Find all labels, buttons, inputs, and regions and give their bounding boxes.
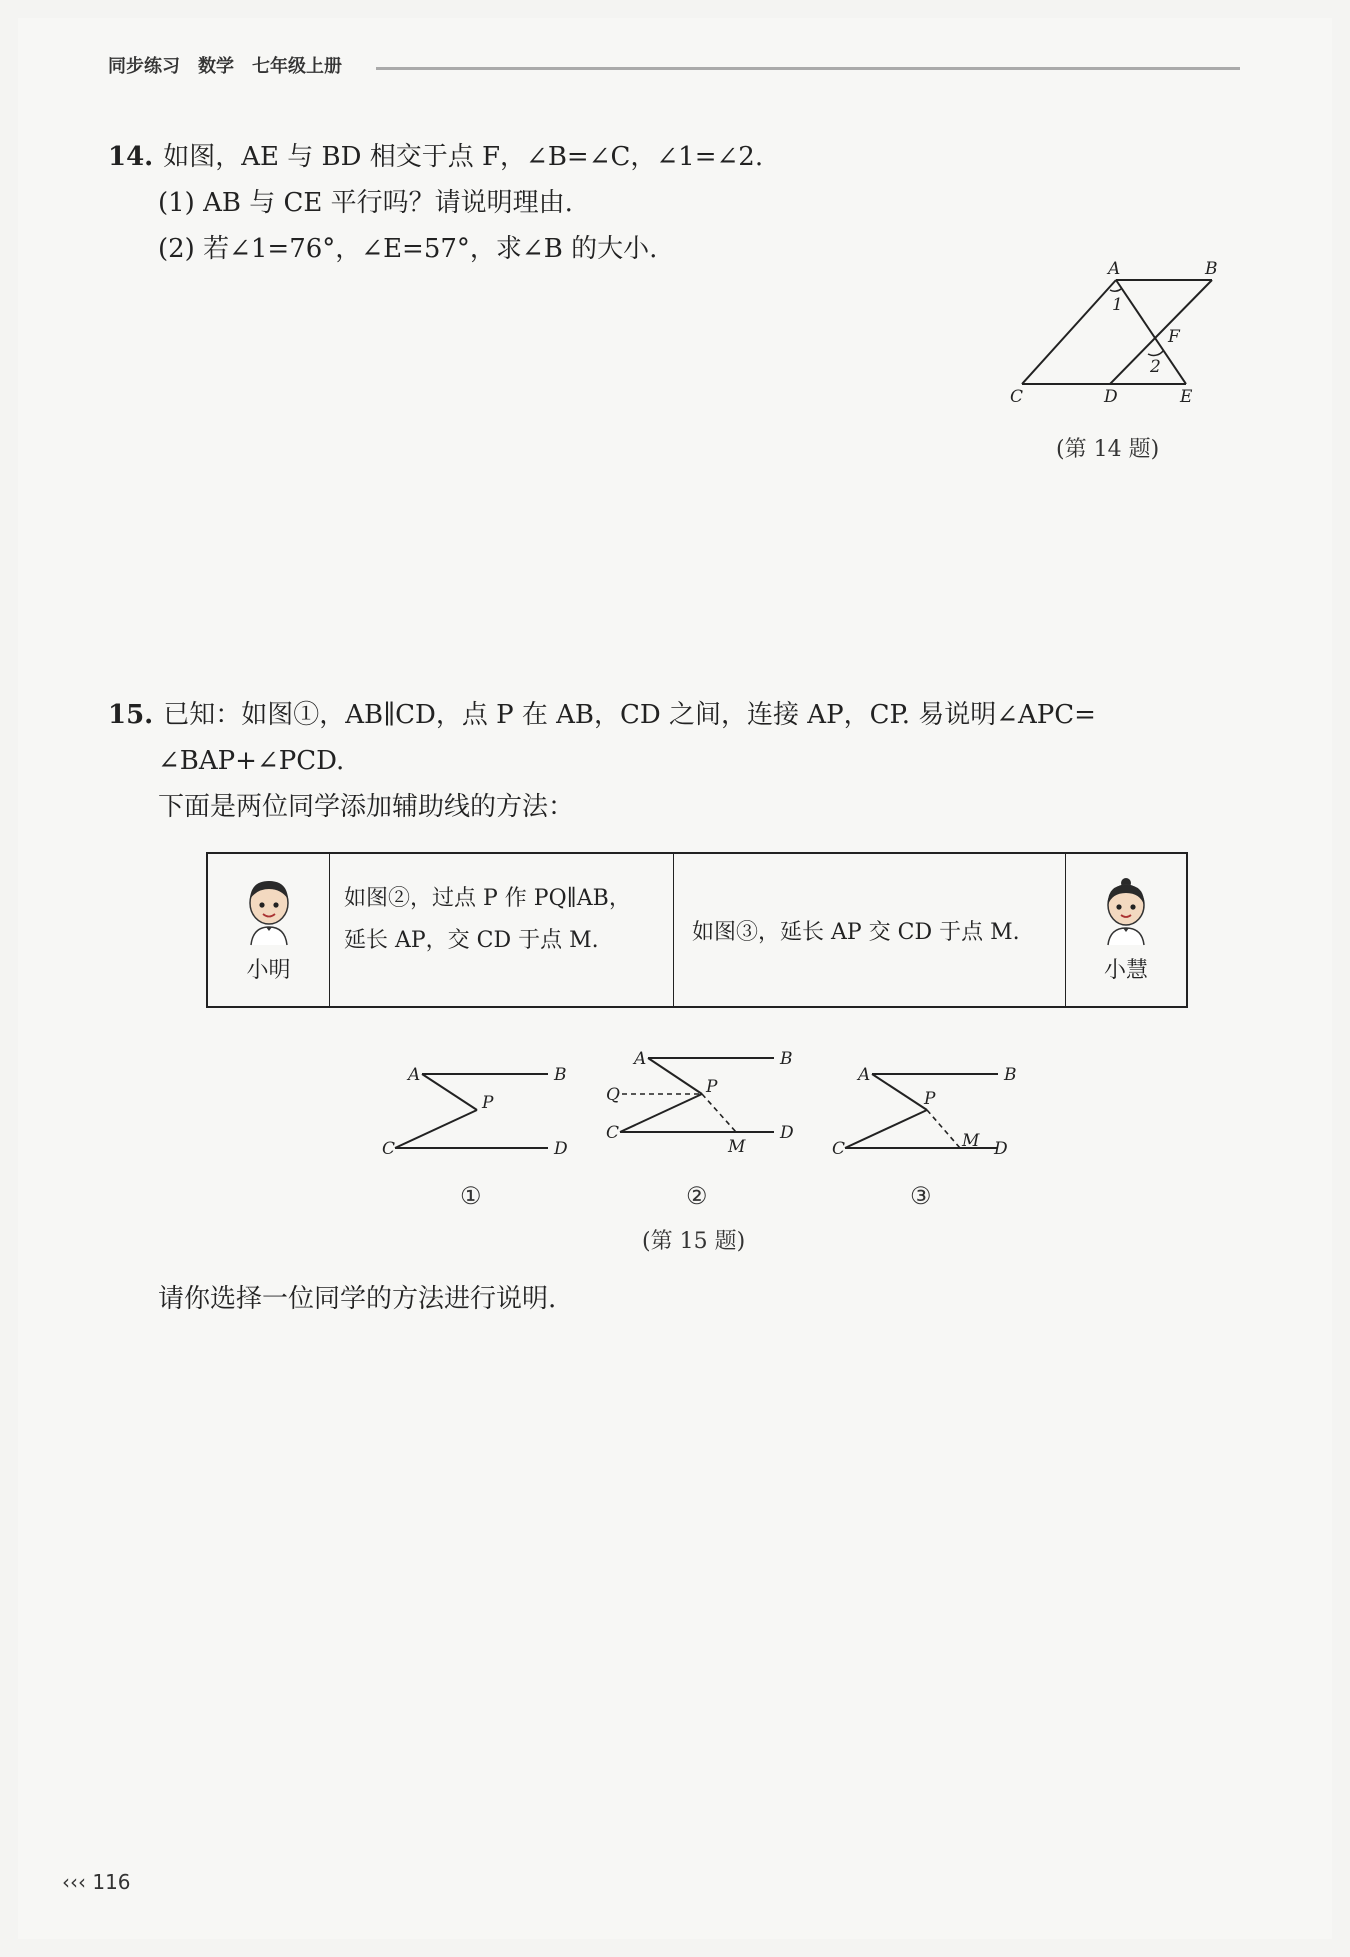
fig3-label-B: B [1004, 1065, 1017, 1085]
student-1-method-line1: 如图②，过点 P 作 PQ∥AB， [344, 886, 631, 911]
fig3-label-D: D [994, 1139, 1008, 1159]
problem-15-stem-1: 已知：如图①，AB∥CD，点 P 在 AB，CD 之间，连接 AP，CP. 易说明∠APC= [163, 700, 1096, 730]
problem-15 [108, 692, 1096, 830]
fig3-label-C: C [832, 1139, 846, 1159]
girl-avatar-icon [1098, 877, 1154, 947]
problem-15-intro: 下面是两位同学添加辅助线的方法： [158, 792, 575, 822]
problem-15-stem-2: ∠BAP+∠PCD. [158, 746, 345, 776]
problem-14 [108, 134, 763, 272]
problem-14-part1: (1) AB 与 CE 平行吗？请说明理由. [158, 188, 573, 218]
label-D: D [1104, 387, 1118, 407]
student-2-method [674, 854, 1066, 1006]
student-1-cell [208, 854, 330, 1006]
line-CA [1022, 280, 1116, 384]
student-1-name: 小明 [246, 957, 291, 983]
footer-arrows-icon: ‹‹‹ [62, 1870, 86, 1894]
label-E: E [1180, 387, 1193, 407]
figure-15-1 [395, 1074, 548, 1148]
label-F: F [1168, 327, 1180, 347]
angle-2-arc [1148, 351, 1163, 355]
fig1-label-C: C [382, 1139, 396, 1159]
problem-15-number: 15. [108, 700, 154, 730]
figure-15-number-2: ② [686, 1182, 708, 1210]
problem-14-stem: 如图，AE 与 BD 相交于点 F，∠B=∠C，∠1=∠2. [163, 142, 764, 172]
student-2-cell [1066, 854, 1186, 1006]
figure-15-2 [620, 1058, 774, 1132]
fig3-label-A: A [858, 1065, 871, 1085]
header-rule [376, 67, 1240, 70]
problem-14-part2: (2) 若∠1=76°，∠E=57°，求∠B 的大小. [158, 234, 658, 264]
label-C: C [1010, 387, 1024, 407]
fig2-label-P: P [706, 1077, 718, 1097]
student-2-method-text: 如图③，延长 AP 交 CD 于点 M. [692, 919, 1020, 945]
fig2-label-B: B [780, 1049, 793, 1069]
figures-15 [370, 1048, 1030, 1168]
page-header [108, 52, 1240, 82]
figure-14 [1000, 258, 1240, 408]
label-A: A [1108, 259, 1121, 279]
header-title: 同步练习 数学 七年级上册 [108, 56, 342, 77]
fig2-label-C: C [606, 1123, 620, 1143]
page-number: 116 [92, 1870, 131, 1894]
figure-15-number-3: ③ [910, 1182, 932, 1210]
fig2-label-D: D [780, 1123, 794, 1143]
fig2-label-A: A [634, 1049, 647, 1069]
fig3-label-M: M [962, 1131, 980, 1151]
problem-15-closing: 请你选择一位同学的方法进行说明. [158, 1284, 557, 1314]
figure-15-number-1: ① [460, 1182, 482, 1210]
figure-15-caption: (第 15 题) [642, 1229, 746, 1254]
angle-1-arc [1110, 289, 1121, 291]
problem-14-number: 14. [108, 142, 154, 172]
fig2-label-Q: Q [606, 1085, 620, 1105]
student-1-method-line2: 延长 AP，交 CD 于点 M. [344, 928, 599, 953]
fig1-label-A: A [408, 1065, 421, 1085]
fig1-label-D: D [554, 1139, 568, 1159]
boy-avatar-icon [241, 877, 297, 947]
label-B: B [1205, 259, 1218, 279]
fig2-label-M: M [728, 1137, 746, 1157]
fig3-label-P: P [924, 1089, 936, 1109]
angle-1-label: 1 [1112, 295, 1123, 315]
figure-14-caption: (第 14 题) [1056, 437, 1160, 462]
methods-table [206, 852, 1188, 1008]
student-1-method [330, 854, 674, 1006]
student-2-name: 小慧 [1103, 957, 1148, 983]
fig1-label-P: P [482, 1093, 494, 1113]
page-footer [62, 1870, 131, 1894]
angle-2-label: 2 [1150, 357, 1161, 377]
fig1-label-B: B [554, 1065, 567, 1085]
